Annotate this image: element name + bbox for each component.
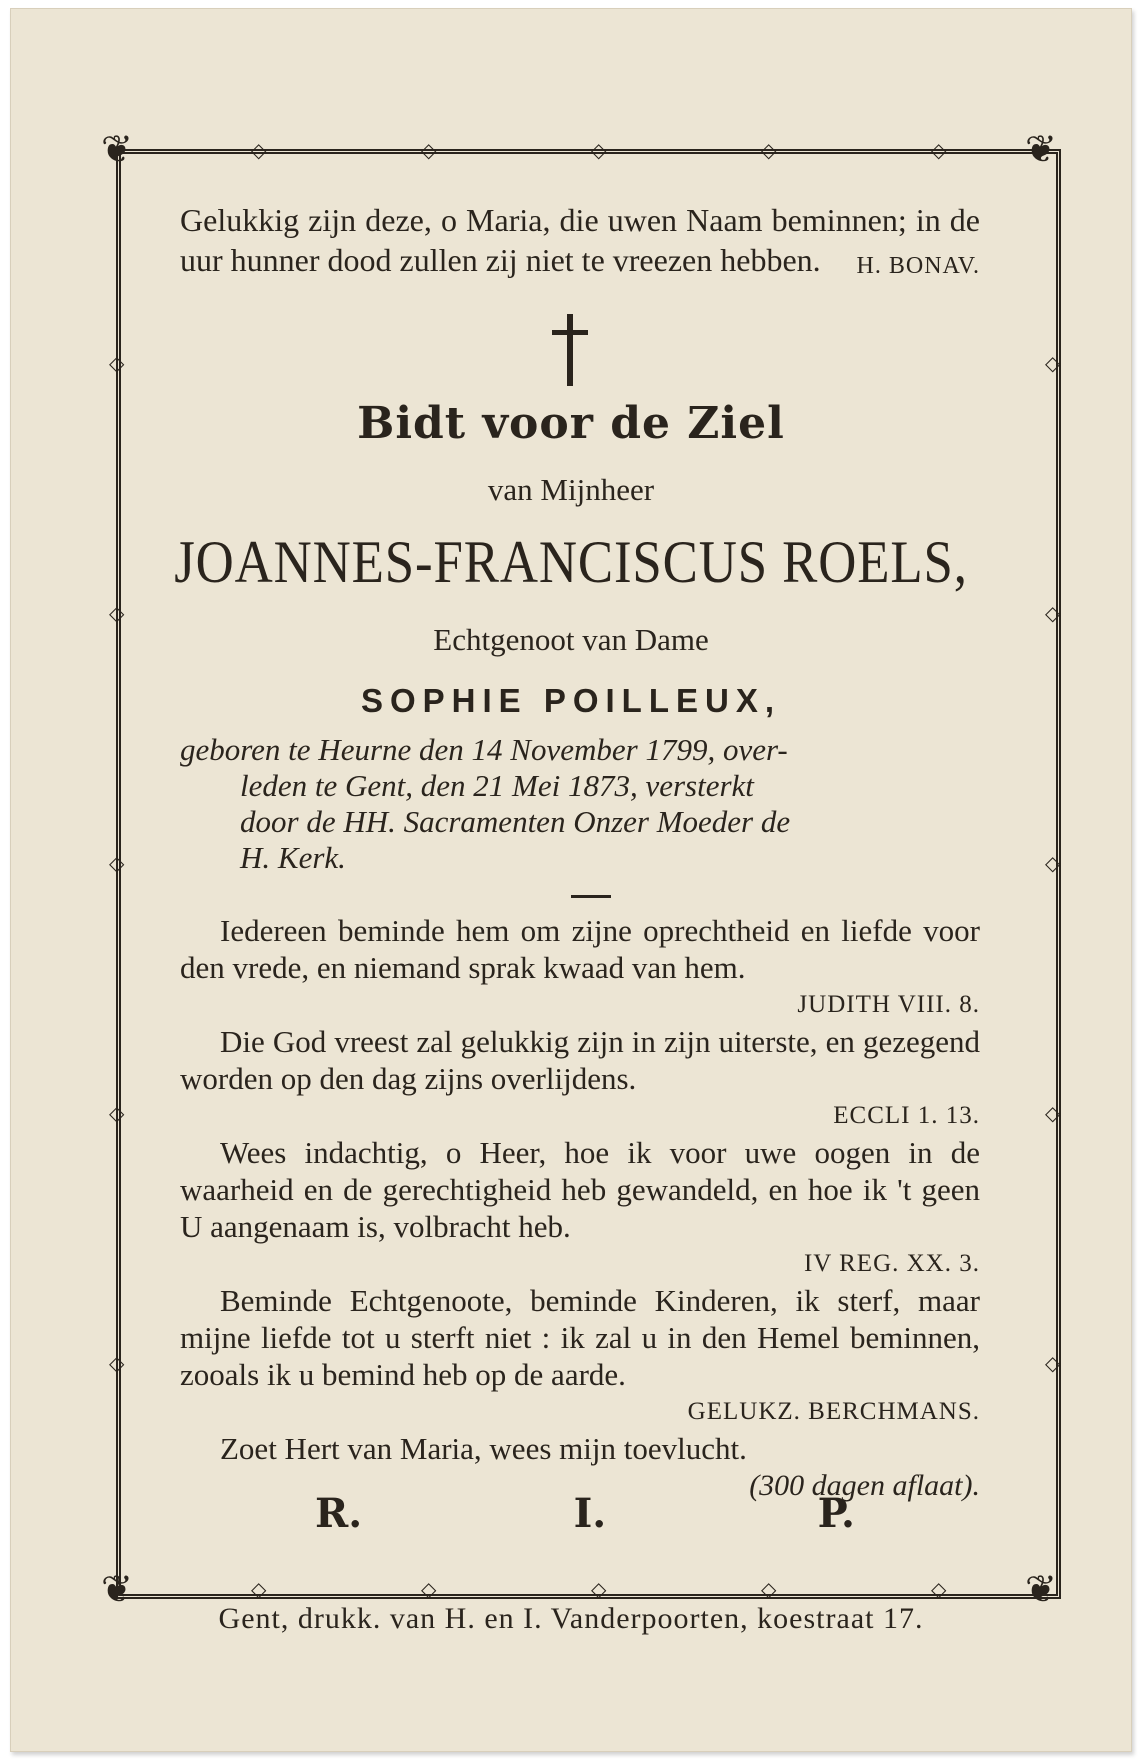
border-ornament-icon: ◇ <box>251 1579 267 1601</box>
quote-reference: IV REG. XX. 3. <box>803 1250 980 1277</box>
deceased-name: JOANNES-FRANCISCUS ROELS, <box>174 529 968 595</box>
printer-imprint: Gent, drukk. van H. en I. Vanderpoorten, koestraat 17. <box>218 1602 924 1635</box>
quote-text: Iedereen beminde hem om zijne oprechtheid en liefde voor den vrede, en niemand sprak kwaad van hem. <box>180 913 980 985</box>
rip-letter: I. <box>573 1490 607 1537</box>
border-ornament-icon: ◇ <box>109 1353 125 1375</box>
corner-ornament-icon: ❦ <box>101 1569 133 1611</box>
bio-line: H. Kerk. <box>240 840 346 875</box>
divider <box>571 895 611 898</box>
border-ornament-icon: ◇ <box>591 1579 607 1601</box>
border-ornament-icon: ◇ <box>1045 353 1061 375</box>
corner-ornament-icon: ❦ <box>1025 1569 1057 1611</box>
cross-icon <box>540 310 600 390</box>
bio-line: door de HH. Sacramenten Onzer Moeder de <box>240 804 791 839</box>
epigraph-source: H. BONAV. <box>856 253 980 279</box>
border-ornament-icon: ◇ <box>109 353 125 375</box>
border-ornament-icon: ◇ <box>109 603 125 625</box>
bio-line: leden te Gent, den 21 Mei 1873, versterkt <box>240 768 754 803</box>
bio-line: geboren te Heurne den 14 November 1799, over- <box>180 732 788 767</box>
rip-letter: R. <box>315 1490 363 1537</box>
border-ornament-icon: ◇ <box>761 1579 777 1601</box>
rip-letter: P. <box>817 1490 855 1537</box>
border-ornament-icon: ◇ <box>1045 1103 1061 1125</box>
border-ornament-icon: ◇ <box>421 1579 437 1601</box>
quote-text: Beminde Echtgenoote, beminde Kinderen, ik sterf, maar mijne liefde tot u sterft niet : ik zal u in den Hemel beminnen, zooals ik u bemind heb op de aarde. <box>180 1283 980 1392</box>
epigraph-text: Gelukkig zijn deze, o Maria, die uwen Naam beminnen; in de uur hunner dood zullen zij niet te vreezen hebben. <box>180 202 980 278</box>
border-ornament-icon: ◇ <box>251 140 267 162</box>
border-ornament-icon: ◇ <box>591 140 607 162</box>
border-ornament-icon: ◇ <box>931 1579 947 1601</box>
epigraph <box>180 200 980 286</box>
spouse-label: Echtgenoot van Dame <box>433 622 709 657</box>
biography <box>180 732 980 876</box>
quote <box>180 1134 980 1282</box>
border-ornament-icon: ◇ <box>931 140 947 162</box>
border-ornament-icon: ◇ <box>1045 853 1061 875</box>
prayer: Zoet Hert van Maria, wees mijn toevlucht. <box>220 1431 747 1466</box>
quote-text: Wees indachtig, o Heer, hoe ik voor uwe oogen in de waarheid en de gerechtigheid heb gewandeld, en hoe ik 't geen U aangenaam is, volbracht heb. <box>180 1135 980 1244</box>
spouse-name: SOPHIE POILLEUX, <box>360 682 782 719</box>
quotes <box>180 912 980 1504</box>
quote-text: Die God vreest zal gelukkig zijn in zijn uiterste, en gezegend worden op den dag zijns overlijdens. <box>180 1024 980 1096</box>
border-ornament-icon: ◇ <box>1045 603 1061 625</box>
quote <box>180 912 980 1023</box>
honorific: van Mijnheer <box>487 472 655 507</box>
border-ornament-icon: ◇ <box>421 140 437 162</box>
indulgence: (300 dagen aflaat). <box>749 1469 980 1502</box>
border-ornament-icon: ◇ <box>1045 1353 1061 1375</box>
quote-reference: JUDITH VIII. 8. <box>797 991 980 1018</box>
border-ornament-icon: ◇ <box>109 853 125 875</box>
quote-reference: ECCLI 1. 13. <box>833 1102 980 1129</box>
quote <box>180 1282 980 1430</box>
rip-initials <box>315 1490 855 1537</box>
quote-reference: GELUKZ. BERCHMANS. <box>687 1398 980 1425</box>
page-title: Bidt voor de Ziel <box>357 398 785 449</box>
corner-ornament-icon: ❦ <box>101 129 133 171</box>
corner-ornament-icon: ❦ <box>1025 129 1057 171</box>
border-ornament-icon: ◇ <box>761 140 777 162</box>
border-ornament-icon: ◇ <box>109 1103 125 1125</box>
quote <box>180 1023 980 1134</box>
